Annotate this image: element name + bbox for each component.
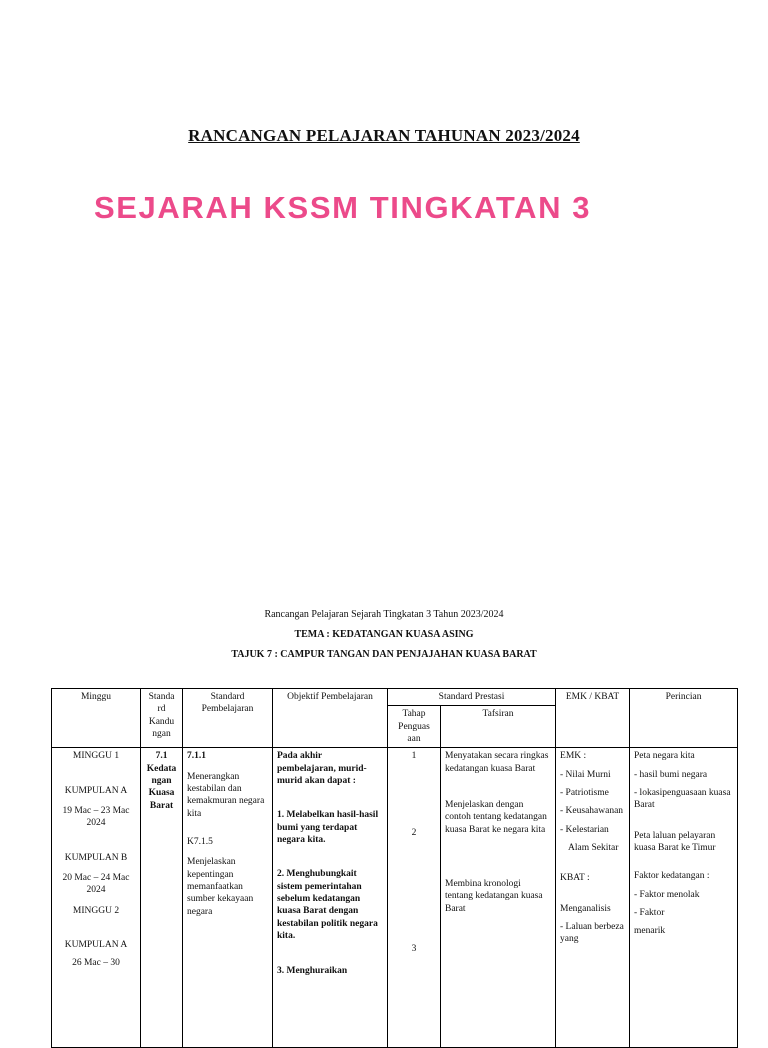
tafsiran-text: Menjelaskan dengan contoh tentang kedatangan kuasa Barat ke negara kita <box>445 800 547 835</box>
sp-code: 7.1.1 <box>187 751 206 762</box>
emk-item: Alam Sekitar <box>568 843 619 854</box>
emk-item: - Nilai Murni <box>560 769 611 780</box>
perincian-item: menarik <box>634 926 666 937</box>
cell-emk-kbat <box>556 748 630 1048</box>
objective-item: 2. Menghubungkait sistem pemerintahan sebelum kedatangan kuasa Barat dengan kestabilan politik negara kita. <box>277 869 378 942</box>
date-range: 26 Mac – 30 <box>72 958 120 969</box>
plan-caption: Rancangan Pelajaran Sejarah Tingkatan 3 Tahun 2023/2024 <box>264 609 504 620</box>
page-title: RANCANGAN PELAJARAN TAHUNAN 2023/2024 <box>188 126 580 145</box>
lesson-plan-table <box>51 688 738 1048</box>
cell-minggu <box>52 748 141 1048</box>
perincian-item: Faktor kedatangan : <box>634 871 710 882</box>
group-label: KUMPULAN B <box>64 852 128 863</box>
header-standard-pembelajaran: Standard Pembelajaran <box>183 689 273 748</box>
date-range: 19 Mac – 23 Mac 2024 <box>62 806 130 829</box>
header-objektif: Objektif Pembelajaran <box>273 689 388 748</box>
perincian-item: Peta negara kita <box>634 751 695 762</box>
kbat-item: Menganalisis <box>560 903 611 914</box>
sp-code: K7.1.5 <box>187 837 213 848</box>
tajuk-caption: TAJUK 7 : CAMPUR TANGAN DAN PENJAJAHAN KUASA BARAT <box>231 649 537 660</box>
tafsiran-text: Membina kronologi tentang kedatangan kuasa Barat <box>445 879 543 914</box>
header-tafsiran: Tafsiran <box>441 706 556 748</box>
sp-text: Menerangkan kestabilan dan kemakmuran negara kita <box>187 771 265 819</box>
cell-standard-kandungan: 7.1 Kedata ngan Kuasa Barat <box>141 748 183 1048</box>
header-perincian: Perincian <box>630 689 738 748</box>
objective-intro: Pada akhir pembelajaran, murid-murid akan dapat : <box>277 751 367 787</box>
emk-item: - Patriotisme <box>560 788 609 799</box>
emk-item: - Keusahawanan <box>560 806 624 817</box>
kbat-item: - Laluan berbeza yang <box>560 922 624 945</box>
cell-standard-pembelajaran <box>183 748 273 1048</box>
perincian-item: - Faktor <box>634 908 665 919</box>
objective-item: 3. Menghuraikan <box>277 965 348 976</box>
emk-label: EMK : <box>560 751 587 762</box>
tahap-value: 2 <box>411 827 417 838</box>
tema-caption: TEMA : KEDATANGAN KUASA ASING <box>294 629 474 640</box>
week-label: MINGGU 1 <box>72 751 120 762</box>
header-standard-prestasi: Standard Prestasi <box>388 689 556 706</box>
cell-tahap <box>388 748 441 1048</box>
header-standard-kandungan: Standa rd Kandu ngan <box>141 689 183 748</box>
tahap-value: 1 <box>411 751 417 762</box>
perincian-item: Peta laluan pelayaran kuasa Barat ke Timur <box>634 830 716 854</box>
perincian-item: - hasil bumi negara <box>634 769 708 780</box>
cell-objektif <box>273 748 388 1048</box>
emk-item: - Kelestarian <box>560 824 609 835</box>
objective-item: 1. Melabelkan hasil-hasil bumi yang terdapat negara kita. <box>277 810 379 846</box>
header-minggu: Minggu <box>52 689 141 748</box>
header-tahap: Tahap Penguas aan <box>388 706 441 748</box>
header-emk-kbat: EMK / KBAT <box>556 689 630 748</box>
sp-text: Menjelaskan kepentingan memanfaatkan sumber kekayaan negara <box>187 857 254 917</box>
tafsiran-text: Menyatakan secara ringkas kedatangan kuasa Barat <box>445 751 549 774</box>
subject-title: SEJARAH KSSM TINGKATAN 3 <box>94 190 592 225</box>
cell-perincian <box>630 748 738 1048</box>
perincian-item: - lokasipenguasaan kuasa Barat <box>634 788 731 811</box>
cell-tafsiran <box>441 748 556 1048</box>
date-range: 20 Mac – 24 Mac 2024 <box>62 873 130 896</box>
group-label: KUMPULAN A <box>64 785 128 796</box>
kbat-label: KBAT : <box>560 873 590 884</box>
perincian-item: - Faktor menolak <box>634 889 700 900</box>
tahap-value: 3 <box>411 944 417 955</box>
group-label: KUMPULAN A <box>64 940 128 951</box>
week-label: MINGGU 2 <box>72 905 120 916</box>
